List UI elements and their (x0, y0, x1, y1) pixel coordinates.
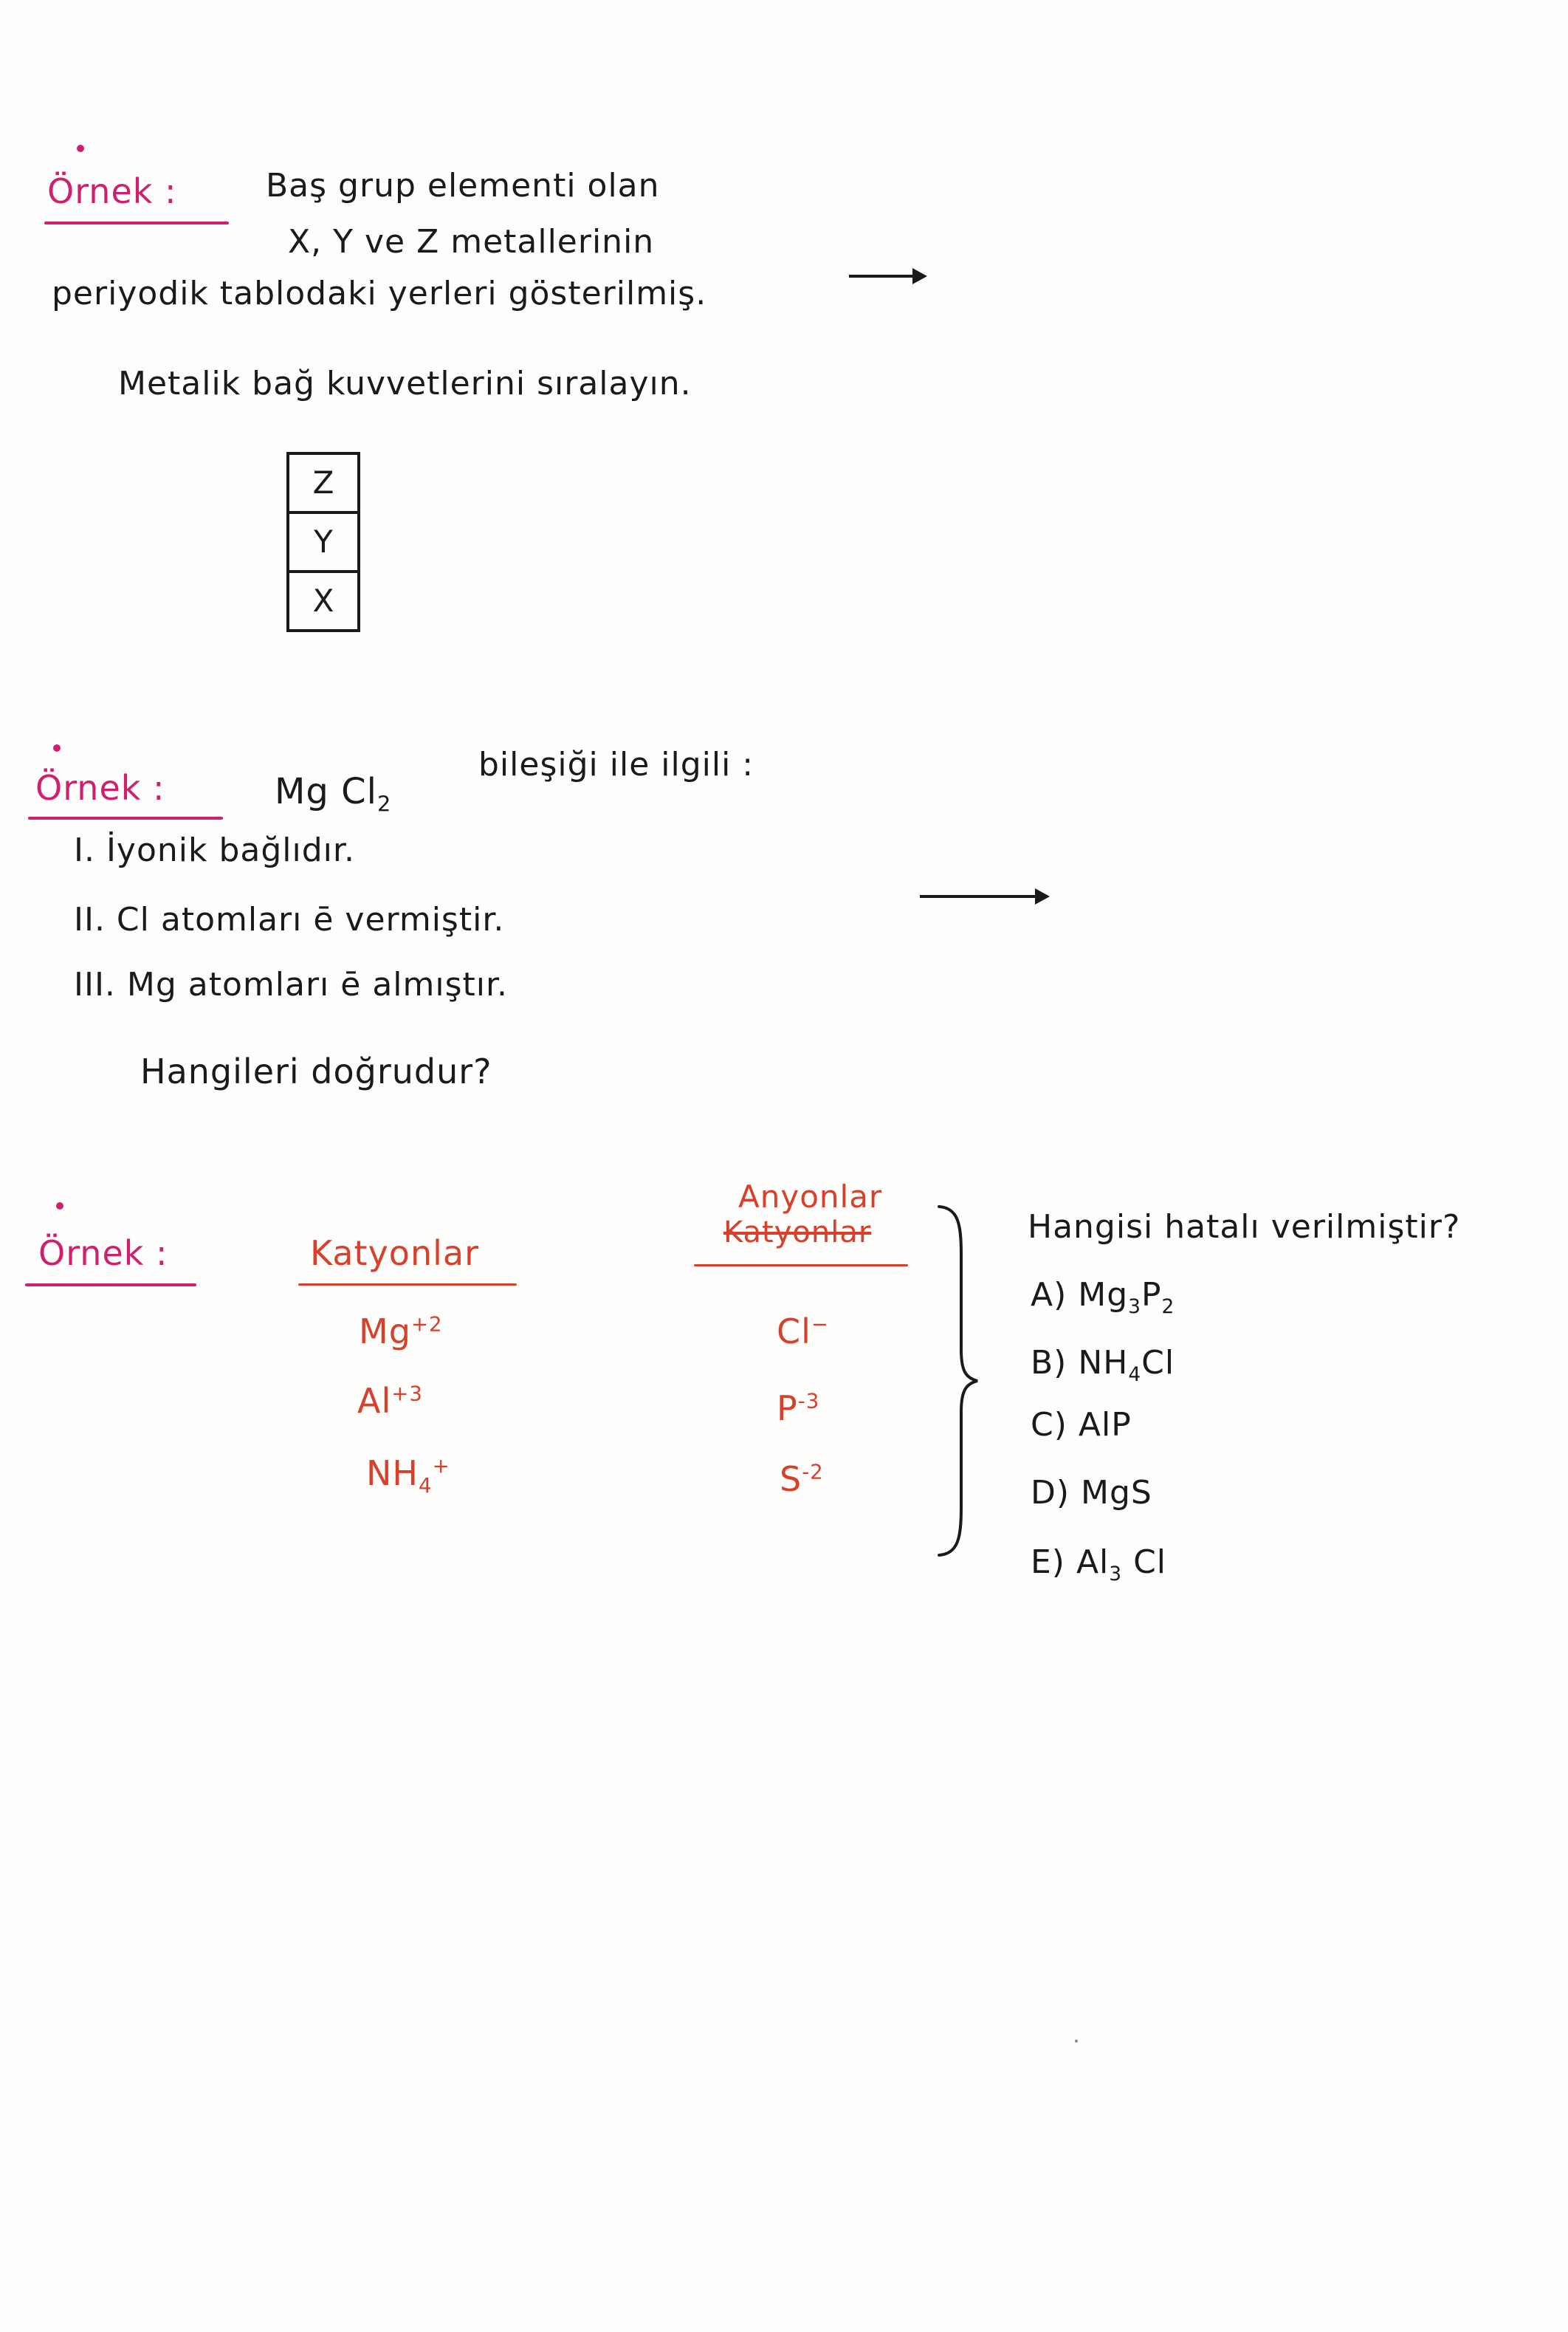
option-b (1031, 1344, 1175, 1386)
example1-line2: X, Y ve Z metallerinin (288, 223, 655, 261)
umlaut-dot (77, 145, 84, 152)
option-a-tail: P (1141, 1276, 1162, 1314)
option-a-subscript: 3 (1128, 1294, 1141, 1318)
cation-nh4-symbol: NH (366, 1453, 419, 1493)
anion-s-charge: -2 (802, 1459, 824, 1484)
option-c-text: C) AlP (1031, 1406, 1132, 1444)
example3-question: Hangisi hatalı verilmiştir? (1028, 1208, 1461, 1246)
example2-item-2: II. Cl atomları ē vermiştir. (74, 901, 505, 939)
example1-line3: periyodik tablodaki yerleri gösterilmiş. (52, 275, 707, 312)
example2-item-3: III. Mg atomları ē almıştır. (74, 966, 509, 1004)
anion-cl-charge: − (811, 1311, 830, 1337)
option-b-text: B) NH (1031, 1344, 1129, 1382)
cation-al-symbol: Al (357, 1381, 392, 1421)
compound-formula: Mg Cl (275, 771, 377, 812)
option-a-text: A) Mg (1031, 1276, 1129, 1314)
example1-question: Metalik bağ kuvvetlerini sıralayın. (118, 365, 692, 402)
cation-mg-symbol: Mg (359, 1311, 411, 1351)
example1-label-underline (44, 222, 229, 224)
anion-s (780, 1459, 824, 1499)
example2-intro: bileşiği ile ilgili : (478, 746, 754, 783)
umlaut-dot (53, 744, 61, 752)
example1-line1: Baş grup elementi olan (266, 167, 660, 205)
periodic-table-column (286, 452, 360, 632)
anion-p-symbol: P (777, 1388, 798, 1428)
option-e (1031, 1543, 1166, 1585)
example2-item-1: I. İyonik bağlıdır. (74, 831, 355, 869)
table-cell-x: X (312, 583, 334, 619)
cation-al (357, 1381, 423, 1421)
cation-nh4-subscript: 4 (419, 1473, 433, 1498)
option-e-tail: Cl (1122, 1543, 1167, 1581)
cation-mg (359, 1311, 443, 1351)
option-a (1031, 1276, 1175, 1318)
option-a-tail-subscript: 2 (1161, 1294, 1175, 1318)
anion-p (777, 1388, 819, 1428)
example2-label: Örnek : (35, 768, 165, 808)
option-b-subscript: 4 (1128, 1362, 1142, 1386)
table-cell-z: Z (289, 455, 357, 514)
cations-header: Katyonlar (310, 1233, 479, 1273)
compound-subscript: 2 (377, 791, 392, 817)
cation-al-charge: +3 (391, 1381, 423, 1406)
table-cell-y: Y (289, 514, 357, 573)
example2-label-underline (28, 817, 223, 820)
example3-label: Örnek : (38, 1233, 168, 1273)
example2-compound (275, 771, 391, 817)
option-b-tail: Cl (1141, 1344, 1175, 1382)
anions-header: Anyonlar (738, 1179, 883, 1215)
option-d-text: D) MgS (1031, 1474, 1152, 1512)
anion-cl-symbol: Cl (777, 1311, 811, 1351)
right-brace-icon (929, 1202, 988, 1560)
example1-label: Örnek : (47, 171, 177, 211)
cations-header-underline (298, 1283, 517, 1286)
arrow-icon (849, 275, 923, 278)
anions-header-struck: Katyonlar (723, 1215, 872, 1249)
option-e-text: E) Al (1031, 1543, 1110, 1581)
cation-nh4-charge: + (432, 1453, 450, 1478)
example3-label-underline (25, 1283, 196, 1286)
cation-mg-charge: +2 (410, 1311, 443, 1337)
anions-header-underline (694, 1264, 908, 1266)
anion-s-symbol: S (780, 1459, 802, 1499)
option-d (1031, 1474, 1152, 1512)
paper-speck (1075, 2040, 1078, 2043)
arrow-icon (920, 895, 1045, 898)
umlaut-dot (56, 1202, 63, 1210)
anion-cl (777, 1311, 829, 1351)
option-e-subscript: 3 (1109, 1562, 1123, 1585)
cation-nh4 (366, 1453, 450, 1498)
option-c (1031, 1406, 1132, 1444)
anion-p-charge: -3 (797, 1388, 820, 1413)
example2-question: Hangileri doğrudur? (140, 1052, 492, 1091)
